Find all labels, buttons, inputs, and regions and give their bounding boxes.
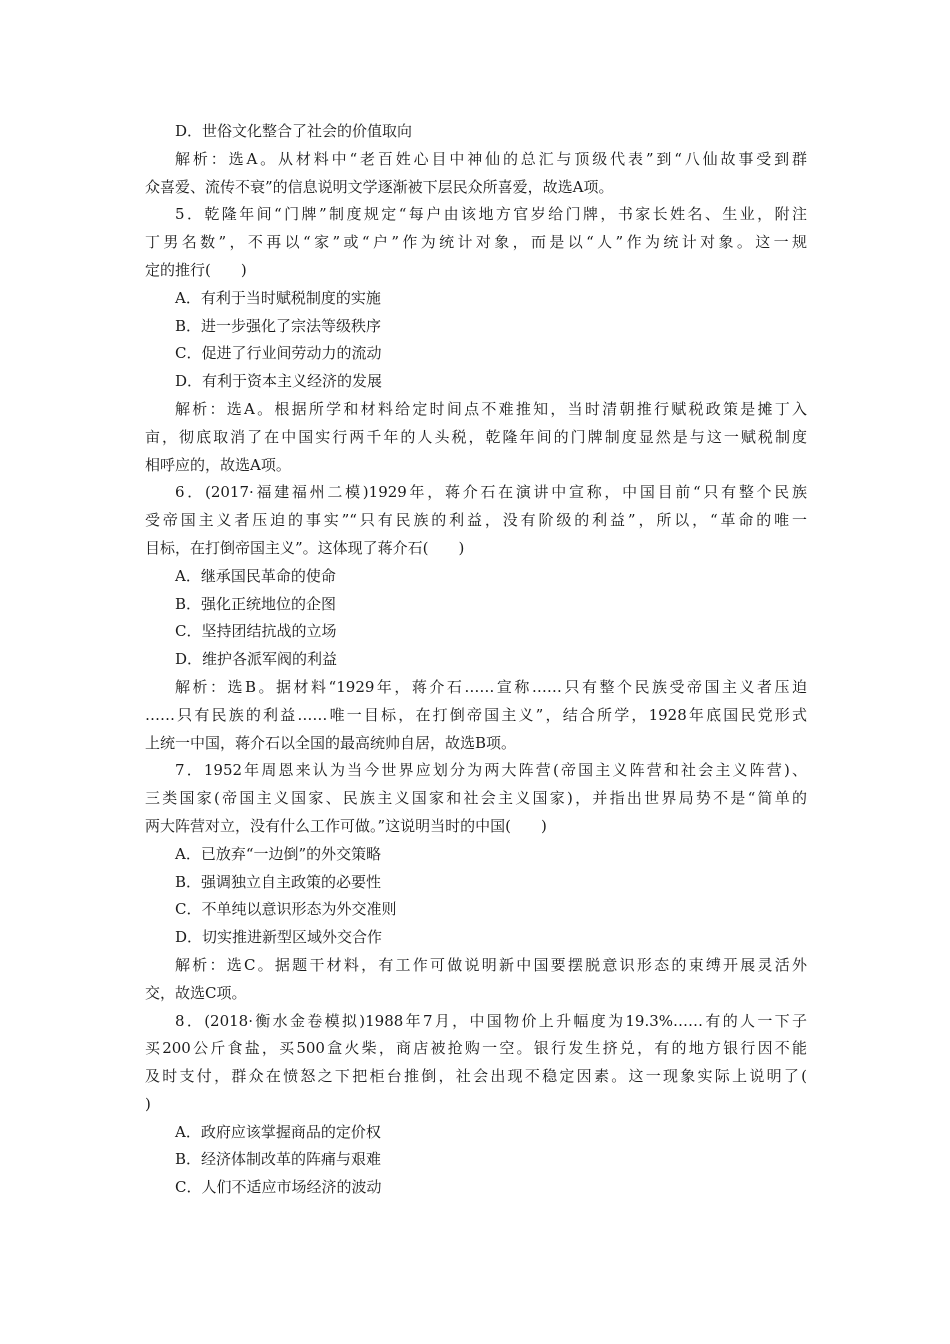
text-line: 相呼应的，故选A项。 — [145, 455, 291, 474]
text-line: C．不单纯以意识形态为外交准则 — [175, 900, 397, 919]
text-line: A．有利于当时赋税制度的实施 — [175, 288, 381, 307]
text-line: D．世俗文化整合了社会的价值取向 — [175, 122, 413, 140]
text-line: B．强化正统地位的企图 — [175, 594, 337, 613]
text-line: C．促进了行业间劳动力的流动 — [175, 344, 382, 363]
text-line: A．已放弃“一边倒”的外交策略 — [175, 844, 382, 863]
text-line: 上统一中国，蒋介石以全国的最高统帅自居，故选B项。 — [145, 733, 517, 752]
text-line: ……只有民族的利益……唯一目标，在打倒帝国主义”，结合所学，1928年底国民党形式 — [145, 705, 807, 724]
text-line: A．继承国民革命的使命 — [175, 566, 336, 585]
document-page — [145, 118, 807, 1202]
text-line: 亩，彻底取消了在中国实行两千年的人头税，乾隆年间的门牌制度显然是与这一赋税制度 — [145, 427, 807, 446]
text-line: D．有利于资本主义经济的发展 — [175, 372, 383, 391]
text-line: A．政府应该掌握商品的定价权 — [175, 1122, 381, 1141]
text-line: 7．1952年周恩来认为当今世界应划分为两大阵营(帝国主义阵营和社会主义阵营)、 — [175, 761, 807, 780]
text-line: 5．乾隆年间“门牌”制度规定“每户由该地方官岁给门牌，书家长姓名、生业，附注 — [175, 205, 807, 224]
text-line: 解析：选A。从材料中“老百姓心目中神仙的总汇与顶级代表”到“八仙故事受到群 — [175, 149, 807, 168]
text-line: 8．(2018·衡水金卷模拟)1988年7月，中国物价上升幅度为19.3%……有的人一下子 — [175, 1011, 807, 1030]
text-line: 解析：选B。据材料“1929年，蒋介石……宣称……只有整个民族受帝国主义者压迫 — [175, 677, 807, 696]
text-line: 三类国家(帝国主义国家、民族主义国家和社会主义国家)，并指出世界局势不是“简单的 — [145, 789, 807, 808]
text-line: D．切实推进新型区域外交合作 — [175, 928, 383, 947]
text-line: 解析：选A。根据所学和材料给定时间点不难推知，当时清朝推行赋税政策是摊丁入 — [175, 399, 807, 418]
text-line: 目标，在打倒帝国主义”。这体现了蒋介石( ) — [145, 538, 465, 557]
text-line: 丁男名数”，不再以“家”或“户”作为统计对象，而是以“人”作为统计对象。这一规 — [145, 233, 807, 252]
text-line: ) — [145, 1094, 151, 1113]
text-line: 受帝国主义者压迫的事实”“只有民族的利益，没有阶级的利益”，所以，“革命的唯一 — [145, 511, 807, 530]
text-line: 及时支付，群众在愤怒之下把柜台推倒，社会出现不稳定因素。这一现象实际上说明了( — [145, 1067, 807, 1086]
text-line: B．经济体制改革的阵痛与艰难 — [175, 1150, 382, 1169]
text-line: 买200公斤食盐，买500盒火柴，商店被抢购一空。银行发生挤兑，有的地方银行因不能 — [145, 1039, 807, 1058]
text-line: C．坚持团结抗战的立场 — [175, 622, 337, 641]
text-line: B．进一步强化了宗法等级秩序 — [175, 316, 382, 335]
text-line: 定的推行( ) — [145, 260, 247, 279]
text-line: 解析：选C。据题干材料，有工作可做说明新中国要摆脱意识形态的束缚开展灵活外 — [175, 955, 807, 974]
text-line: D．维护各派军阀的利益 — [175, 650, 338, 669]
text-line: 众喜爱、流传不衰”的信息说明文学逐渐被下层民众所喜爱，故选A项。 — [145, 177, 614, 196]
text-line: C．人们不适应市场经济的波动 — [175, 1178, 382, 1197]
text-line: 两大阵营对立，没有什么工作可做。”这说明当时的中国( ) — [145, 816, 547, 835]
text-line: 交，故选C项。 — [145, 983, 247, 1002]
text-line: B．强调独立自主政策的必要性 — [175, 872, 382, 891]
text-line: 6．(2017·福建福州二模)1929年，蒋介石在演讲中宣称，中国目前“只有整个民族 — [175, 483, 807, 502]
